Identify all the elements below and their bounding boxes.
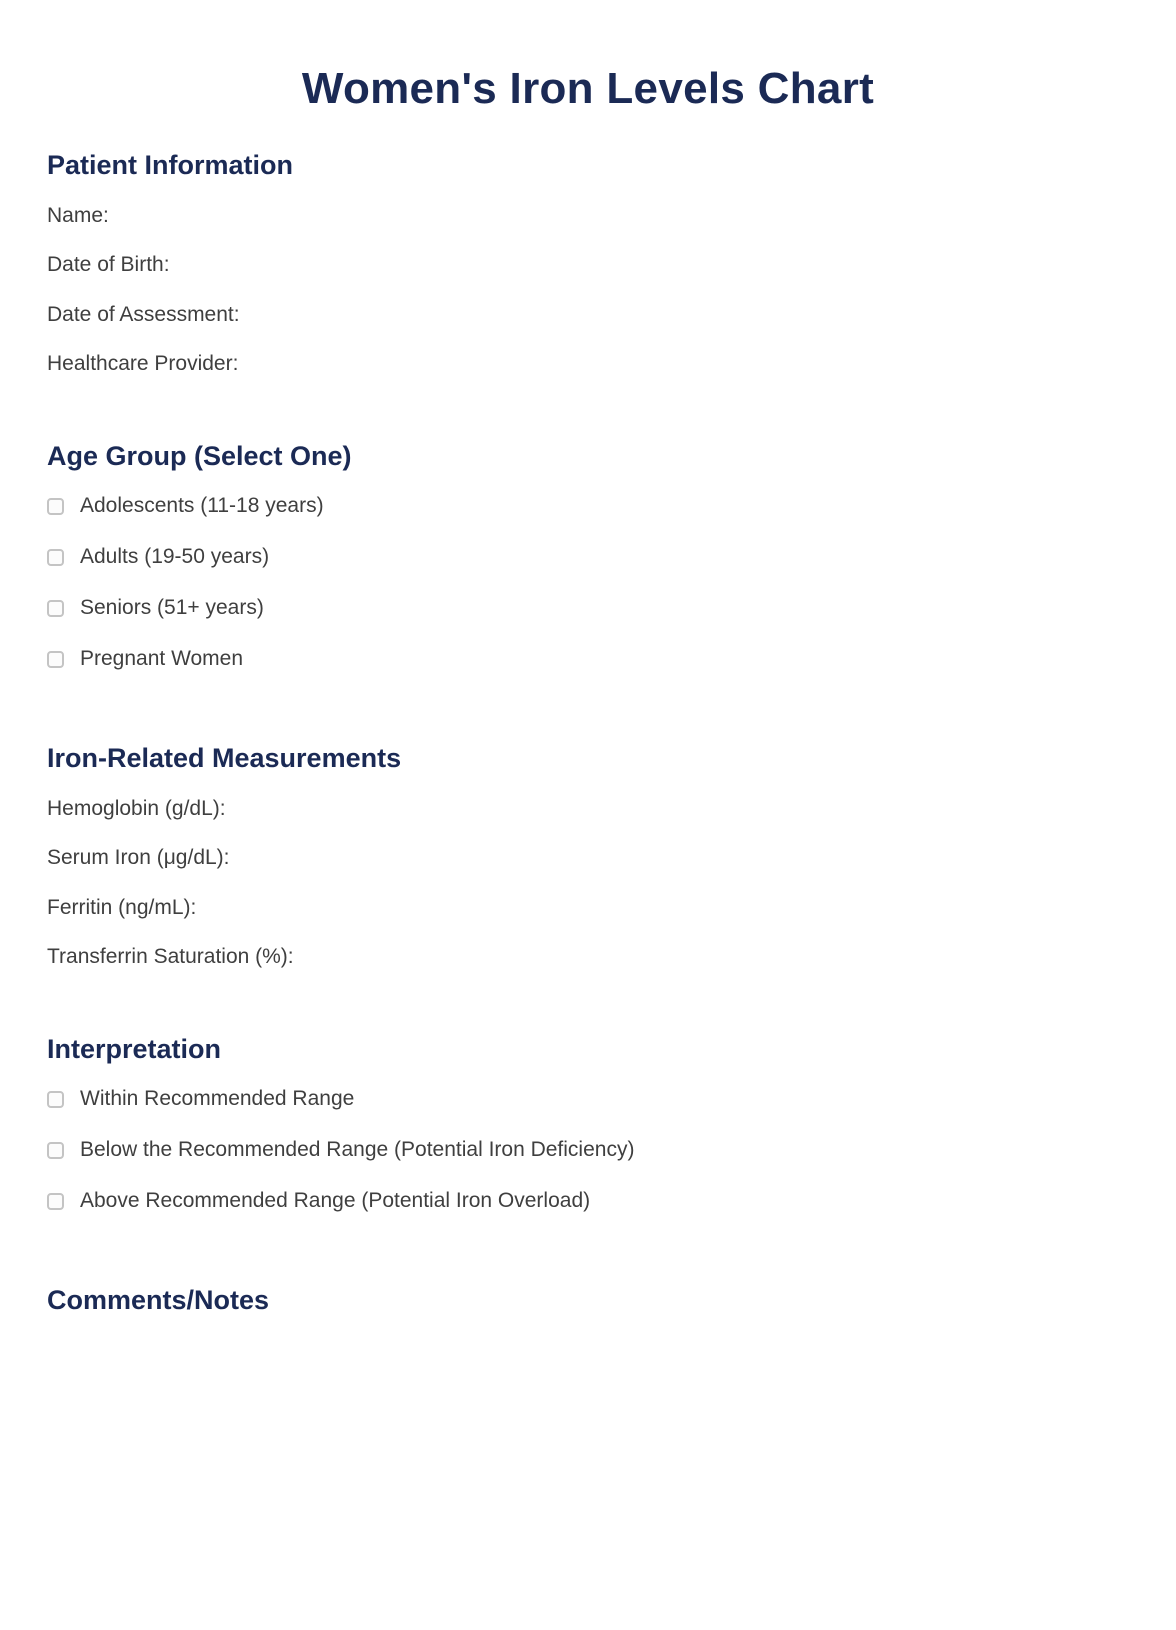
interpretation-option-label: Below the Recommended Range (Potential Iron Deficiency) (80, 1138, 635, 1161)
interpretation-option-label: Above Recommended Range (Potential Iron Overload) (80, 1189, 591, 1212)
field-healthcare-provider: Healthcare Provider: (47, 351, 239, 375)
field-date-of-birth: Date of Birth: (47, 253, 170, 277)
patient-info-heading: Patient Information (47, 150, 294, 180)
interpretation-option-label: Within Recommended Range (80, 1087, 355, 1110)
field-date-of-assessment: Date of Assessment: (47, 302, 240, 326)
comments-heading: Comments/Notes (47, 1285, 270, 1315)
checkbox-below-range[interactable] (47, 1142, 64, 1159)
checkbox-within-range[interactable] (47, 1091, 64, 1108)
field-serum-iron: Serum Iron (μg/dL): (47, 846, 230, 870)
checkbox-above-range[interactable] (47, 1193, 64, 1210)
age-group-heading: Age Group (Select One) (47, 441, 352, 471)
age-option-label: Adolescents (11-18 years) (80, 494, 324, 517)
field-name: Name: (47, 204, 109, 227)
checkbox-pregnant-women[interactable] (47, 651, 64, 668)
comments-section (47, 1285, 1129, 1316)
interpretation-row-above-range (47, 1189, 1129, 1213)
interpretation-section (47, 1034, 1129, 1213)
age-option-label: Adults (19-50 years) (80, 545, 270, 568)
patient-info-section (47, 150, 1129, 377)
checkbox-adults[interactable] (47, 549, 64, 566)
age-option-row-seniors (47, 596, 1129, 620)
interpretation-row-below-range (47, 1138, 1129, 1162)
age-option-label: Seniors (51+ years) (80, 596, 264, 619)
measurements-heading: Iron-Related Measurements (47, 743, 402, 773)
page-title: Women's Iron Levels Chart (301, 64, 875, 113)
checkbox-adolescents[interactable] (47, 498, 64, 515)
field-transferrin-saturation: Transferrin Saturation (%): (47, 944, 294, 968)
field-ferritin: Ferritin (ng/mL): (47, 895, 197, 919)
checkbox-seniors[interactable] (47, 600, 64, 617)
field-hemoglobin: Hemoglobin (g/dL): (47, 797, 226, 820)
age-option-row-pregnant (47, 647, 1129, 671)
measurements-section (47, 743, 1129, 970)
interpretation-heading: Interpretation (47, 1034, 222, 1064)
age-group-section (47, 441, 1129, 671)
age-option-row-adults (47, 545, 1129, 569)
age-option-row-adolescents (47, 494, 1129, 518)
age-option-label: Pregnant Women (80, 647, 244, 670)
interpretation-row-within-range (47, 1087, 1129, 1111)
